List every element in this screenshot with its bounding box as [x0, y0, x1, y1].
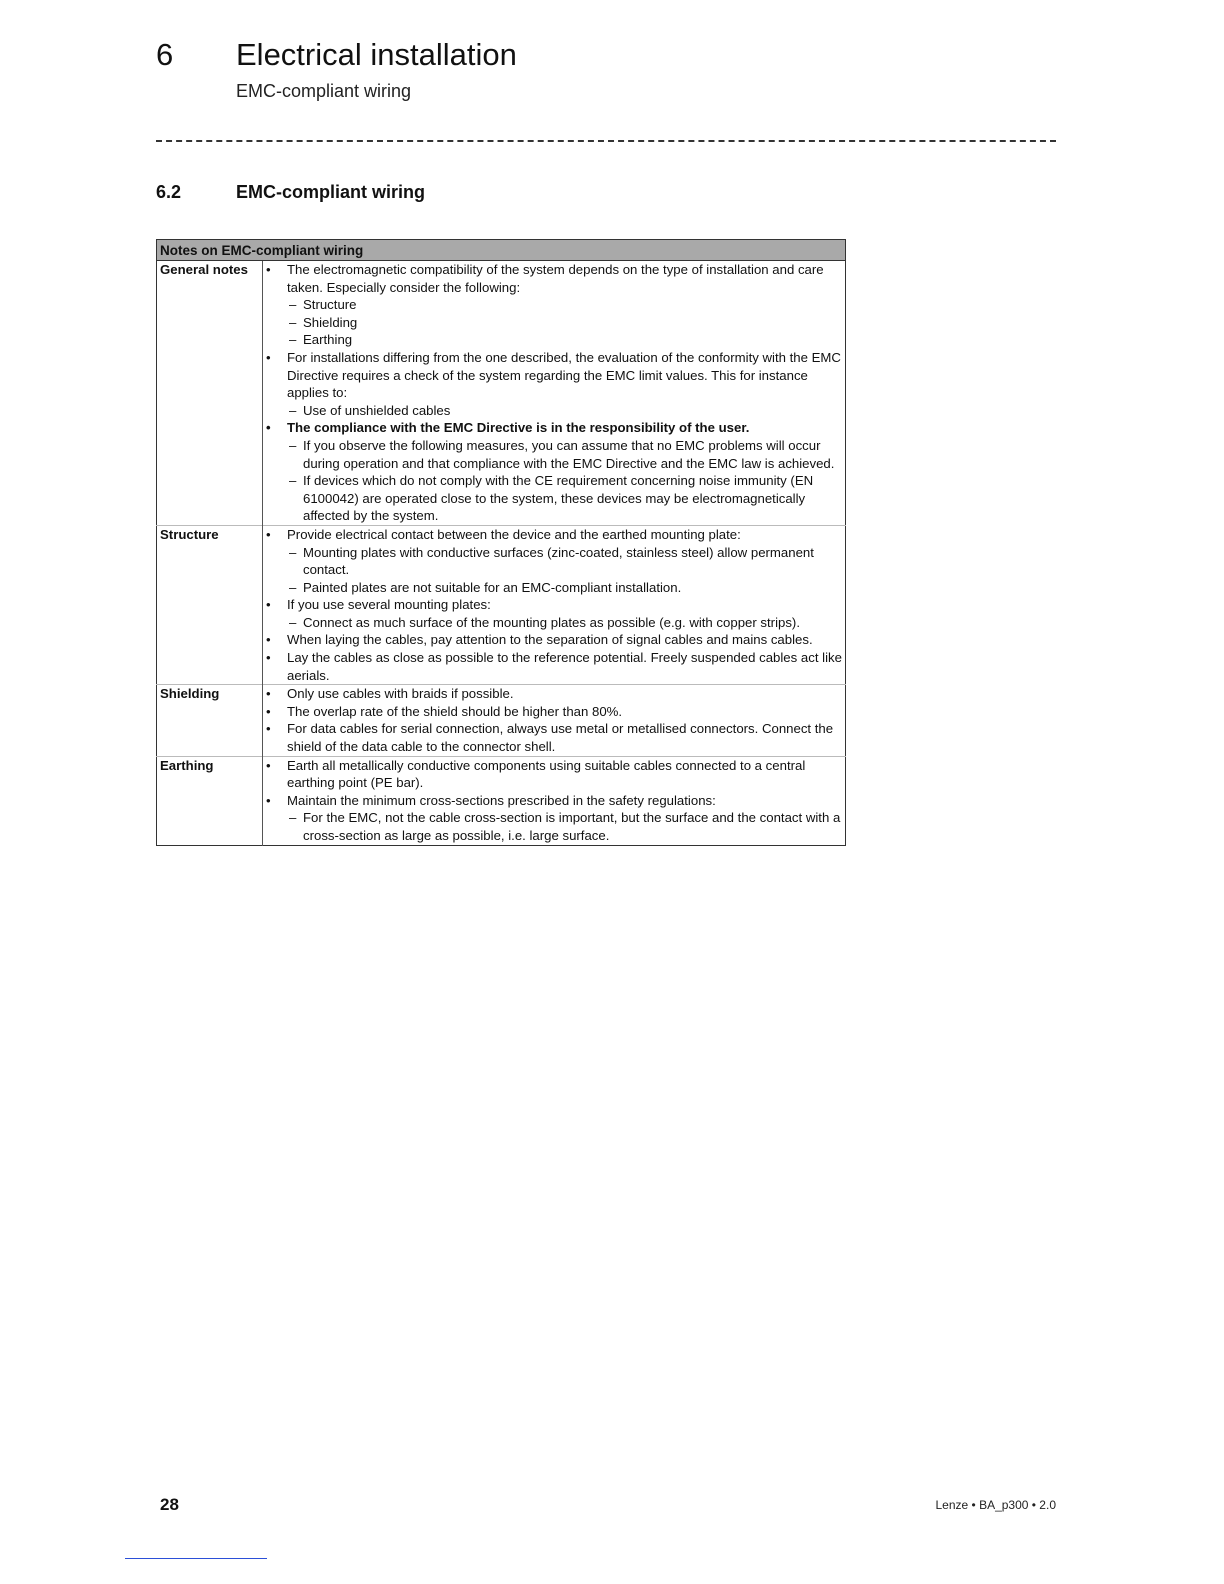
document-reference: Lenze • BA_p300 • 2.0 — [935, 1498, 1056, 1512]
sub-item-text: Earthing — [303, 332, 353, 348]
dash-marker: – — [289, 614, 297, 630]
sub-item — [266, 579, 842, 597]
header-divider — [156, 140, 1056, 142]
sub-item — [266, 544, 842, 579]
section-title: EMC-compliant wiring — [236, 182, 425, 202]
bullet-item: • Only use cables with braids if possible. — [266, 685, 842, 703]
row-category: Shielding — [157, 685, 263, 756]
dash-marker: – — [289, 297, 297, 313]
sub-item-text: Connect as much surface of the mounting plates as possible (e.g. with copper strips). — [303, 614, 800, 630]
chapter-subtitle: EMC-compliant wiring — [236, 81, 412, 101]
sub-item-text: Painted plates are not suitable for an EMC-compliant installation. — [303, 579, 682, 595]
sub-item — [266, 314, 842, 332]
dash-marker: – — [289, 473, 297, 489]
sub-item-text: Mounting plates with conductive surfaces (zinc-coated, stainless steel) allow permanent contact. — [303, 544, 814, 578]
link-underline — [125, 1558, 267, 1559]
chapter-number: 6 — [156, 37, 174, 72]
table-heading: Notes on EMC-compliant wiring — [157, 240, 846, 261]
sub-item — [266, 614, 842, 632]
bullet-item: • When laying the cables, pay attention to the separation of signal cables and mains cables. — [266, 631, 842, 649]
row-content — [263, 756, 846, 845]
emc-notes-table — [156, 239, 846, 846]
table-row — [157, 261, 846, 526]
page-number: 28 — [160, 1495, 179, 1514]
dash-marker: – — [289, 332, 297, 348]
row-content — [263, 685, 846, 756]
sub-item — [266, 472, 842, 525]
sub-item-text: Use of unshielded cables — [303, 402, 451, 418]
bullet-item: • Lay the cables as close as possible to the reference potential. Freely suspended cables act like aerials. — [266, 649, 842, 684]
sub-item — [266, 437, 842, 472]
bullet-item: • Earth all metallically conductive components using suitable cables connected to a central earthing point (PE bar). — [266, 757, 842, 792]
section-number: 6.2 — [156, 182, 182, 202]
row-category: Earthing — [157, 756, 263, 845]
table-row — [157, 525, 846, 684]
bullet-item: • For data cables for serial connection, always use metal or metallised connectors. Connect the shield of the data cable to the connector shell. — [266, 720, 842, 755]
table-row — [157, 756, 846, 845]
bullet-item: • The electromagnetic compatibility of the system depends on the type of installation and care taken. Especially consider the following: — [266, 261, 842, 296]
dash-marker: – — [289, 810, 297, 826]
sub-item-text: For the EMC, not the cable cross-section is important, but the surface and the contact with a cross-section as large as possible, i.e. large surface. — [303, 810, 841, 843]
sub-item — [266, 809, 842, 844]
row-content — [263, 261, 846, 526]
sub-item-text: If you observe the following measures, you can assume that no EMC problems will occur during operation and that compliance with the EMC Directive and the EMC law is achieved. — [303, 437, 835, 471]
dash-marker: – — [289, 402, 297, 418]
dash-marker: – — [289, 544, 297, 560]
dash-marker: – — [289, 437, 297, 453]
bullet-item: • Provide electrical contact between the device and the earthed mounting plate: — [266, 526, 842, 544]
sub-item-text: If devices which do not comply with the CE requirement concerning noise immunity (EN 6100042) are operated close to the system, these devices may be electromagnetically affected by the system. — [303, 473, 814, 524]
sub-item-text: Structure — [303, 297, 357, 313]
bullet-item: • If you use several mounting plates: — [266, 596, 842, 614]
chapter-title: Electrical installation — [236, 37, 517, 72]
dash-marker: – — [289, 579, 297, 595]
bullet-item: • Maintain the minimum cross-sections prescribed in the safety regulations: — [266, 792, 842, 810]
table-body — [157, 261, 846, 846]
dash-marker: – — [289, 314, 297, 330]
bullet-item: • The overlap rate of the shield should be higher than 80%. — [266, 703, 842, 721]
sub-item-text: Shielding — [303, 314, 358, 330]
row-content — [263, 525, 846, 684]
sub-item — [266, 402, 842, 420]
bullet-item: • For installations differing from the one described, the evaluation of the conformity with the EMC Directive requires a check of the system regarding the EMC limit values. This for instance applies to: — [266, 349, 842, 402]
bullet-item: • The compliance with the EMC Directive is in the responsibility of the user. — [266, 419, 842, 437]
row-category: General notes — [157, 261, 263, 526]
row-category: Structure — [157, 525, 263, 684]
sub-item — [266, 296, 842, 314]
sub-item — [266, 331, 842, 349]
table-row — [157, 685, 846, 756]
